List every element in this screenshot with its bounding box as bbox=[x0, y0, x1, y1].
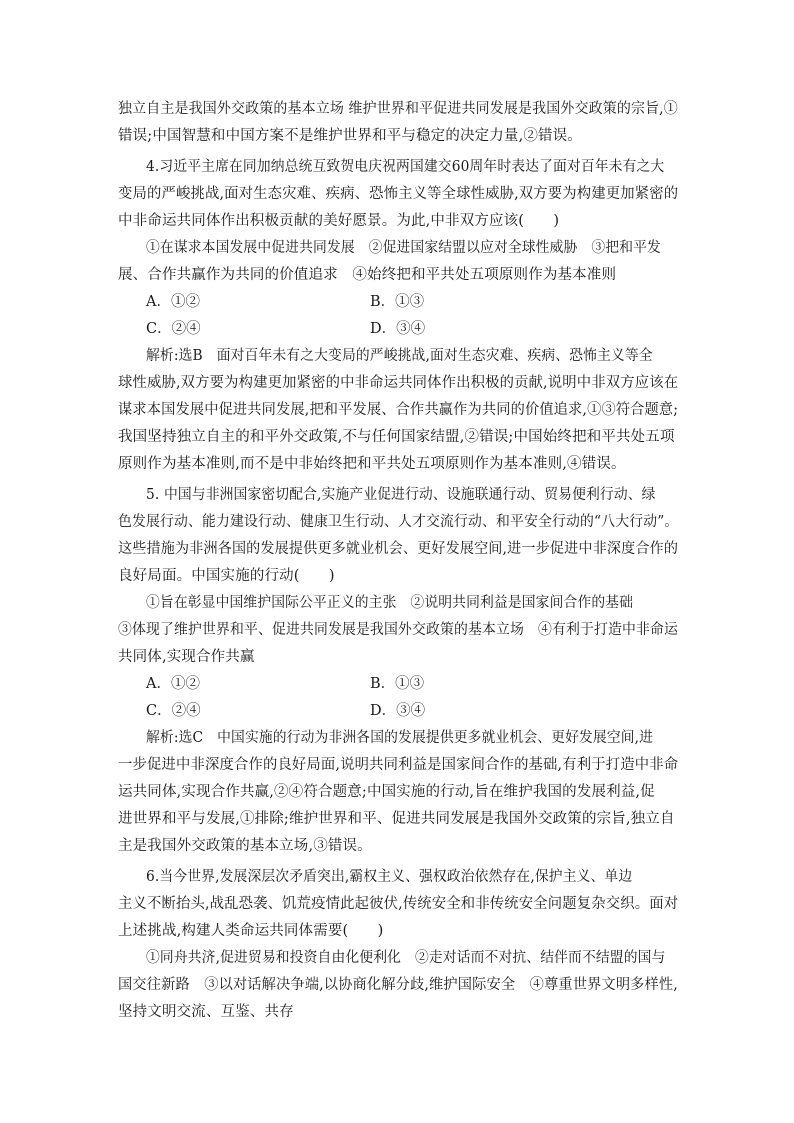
question-6-statement: ①同舟共济,促进贸易和投资自由化便利化 ②走对话而不对抗、结伴而不结盟的国与 bbox=[146, 950, 666, 966]
question-6-stem: 6.当今世界,发展深层次矛盾突出,霸权主义、强权政治依然存在,保护主义、单边 bbox=[146, 869, 633, 885]
question-4-statement: ①在谋求本国发展中促进共同发展 ②促进国家结盟以应对全球性威胁 ③把和平发 bbox=[146, 240, 661, 256]
question-5-analysis: 一步促进中非深度合作的良好局面,说明共同利益是国家间合作的基础,有利于打造中非命 bbox=[118, 757, 679, 773]
question-6-stem: 主义不断抬头,战乱恐袭、饥荒疫情此起彼伏,传统安全和非传统安全问题复杂交织。面对 bbox=[118, 896, 679, 912]
question-4-stem: 变局的严峻挑战,面对生态灾难、疾病、恐怖主义等全球性威胁,双方要为构建更加紧密的 bbox=[118, 186, 679, 202]
question-5-statement: ③体现了维护世界和平、促进共同发展是我国外交政策的基本立场 ④有利于打造中非命运 bbox=[118, 622, 678, 638]
question-6-statement: 国交往新路 ③以对话解决争端,以协商化解分歧,维护国际安全 ④尊重世界文明多样性, bbox=[118, 977, 678, 993]
question-5-stem: 色发展行动、能力建设行动、健康卫生行动、人才交流行动、和平安全行动的“八大行动”。 bbox=[118, 514, 679, 530]
question-5-statement: 共同体,实现合作共赢 bbox=[118, 649, 255, 665]
question-4-option-b: B．①③ bbox=[370, 294, 425, 310]
question-4-analysis: 原则作为基本准则,而不是中非始终把和平共处五项原则作为基本准则,④错误。 bbox=[118, 456, 626, 472]
question-4-analysis: 球性威胁,双方要为构建更加紧密的中非命运共同体作出积极的贡献,说明中非双方应该在 bbox=[118, 375, 679, 391]
question-5-stem: 5. 中国与非洲国家密切配合,实施产业促进行动、设施联通行动、贸易便利行动、绿 bbox=[146, 487, 656, 503]
question-5-stem: 良好局面。中国实施的行动( ) bbox=[118, 568, 335, 584]
question-5-option-a: A．①② bbox=[146, 676, 200, 692]
text-line: 错误;中国智慧和中国方案不是维护世界和平与稳定的决定力量,②错误。 bbox=[118, 128, 582, 144]
question-4-option-a: A．①② bbox=[146, 294, 200, 310]
question-4-option-d: D．③④ bbox=[370, 321, 426, 337]
question-4-analysis: 解析:选B 面对百年未有之大变局的严峻挑战,面对生态灾难、疾病、恐怖主义等全 bbox=[146, 348, 653, 364]
question-4-statement: 展、合作共赢作为共同的价值追求 ④始终把和平共处五项原则作为基本准则 bbox=[118, 267, 617, 283]
question-5-analysis: 解析:选C 中国实施的行动为非洲各国的发展提供更多就业机会、更好发展空间,进 bbox=[146, 730, 654, 746]
question-5-option-b: B．①③ bbox=[370, 676, 425, 692]
question-6-stem: 上述挑战,构建人类命运共同体需要( ) bbox=[118, 923, 384, 939]
question-5-option-d: D．③④ bbox=[370, 703, 426, 719]
question-4-option-c: C．②④ bbox=[146, 321, 201, 337]
question-4-stem: 中非命运共同体作出积极贡献的美好愿景。为此,中非双方应该( ) bbox=[118, 213, 560, 229]
question-5-statement: ①旨在彰显中国维护国际公平正义的主张 ②说明共同利益是国家间合作的基础 bbox=[146, 595, 634, 611]
question-4-analysis: 谋求本国发展中促进共同发展,把和平发展、合作共赢作为共同的价值追求,①③符合题意; bbox=[118, 402, 679, 418]
question-5-stem: 这些措施为非洲各国的发展提供更多就业机会、更好发展空间,进一步促进中非深度合作的 bbox=[118, 541, 679, 557]
question-4-analysis: 我国坚持独立自主的和平外交政策,不与任何国家结盟,②错误;中国始终把和平共处五项 bbox=[118, 429, 675, 445]
question-5-analysis: 运共同体,实现合作共赢,②④符合题意;中国实施的行动,旨在维护我国的发展利益,促 bbox=[118, 784, 655, 800]
text-line: 独立自主是我国外交政策的基本立场 维护世界和平促进共同发展是我国外交政策的宗旨,① bbox=[118, 101, 678, 117]
question-5-analysis: 主是我国外交政策的基本立场,③错误。 bbox=[118, 838, 372, 854]
question-4-stem: 4.习近平主席在同加纳总统互致贺电庆祝两国建交60周年时表达了面对百年未有之大 bbox=[146, 159, 665, 175]
question-5-analysis: 进世界和平与发展,①排除;维护世界和平、促进共同发展是我国外交政策的宗旨,独立自 bbox=[118, 811, 675, 827]
question-5-option-c: C．②④ bbox=[146, 703, 201, 719]
question-6-statement: 坚持文明交流、互鉴、共存 bbox=[118, 1004, 294, 1020]
